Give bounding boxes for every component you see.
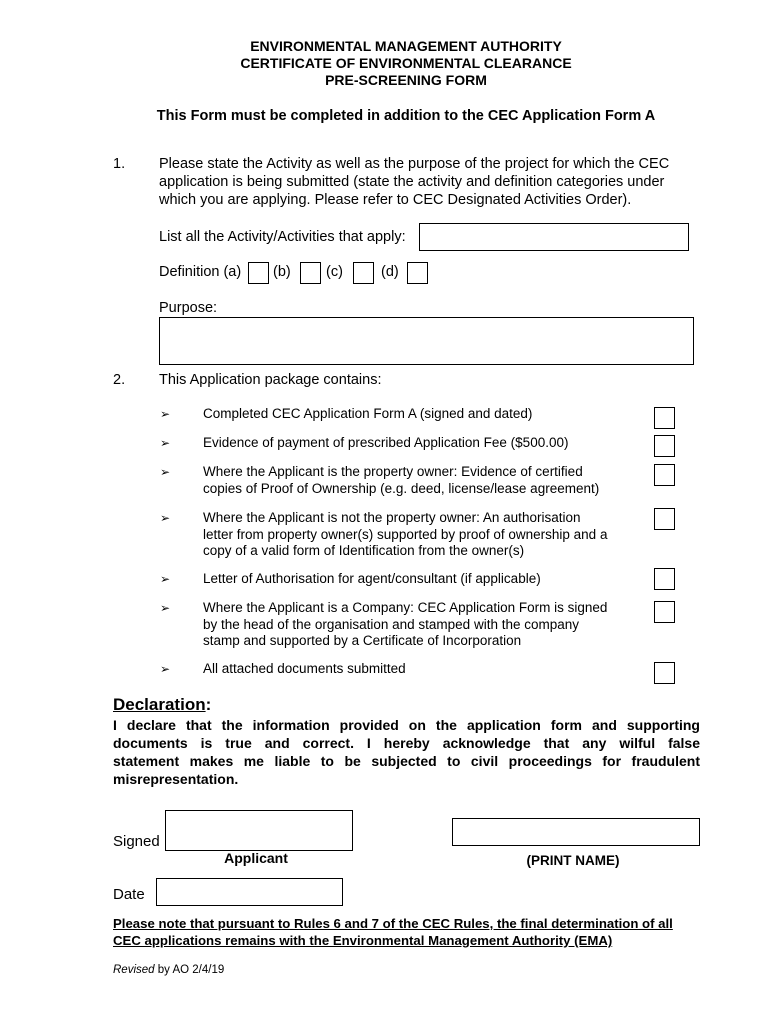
header-title-1: ENVIRONMENTAL MANAGEMENT AUTHORITY: [250, 38, 562, 54]
bullet-icon: ➢: [160, 601, 171, 615]
declaration-line-4: misrepresentation.: [113, 771, 239, 787]
section-1-line-2: application is being submitted (state the activity and definition categories under: [159, 174, 665, 190]
package-item-7-line-1: All attached documents submitted: [203, 661, 406, 676]
package-item-3-line-1: Where the Applicant is the property owner: Evidence of certified: [203, 464, 583, 479]
bullet-icon: ➢: [160, 407, 171, 421]
package-item-6: [203, 600, 623, 650]
package-item-5: [203, 571, 623, 588]
date-input[interactable]: [156, 878, 343, 906]
declaration-text: [113, 716, 700, 788]
section-2-number: 2.: [113, 372, 126, 388]
package-item-4: [203, 510, 623, 560]
bullet-icon: ➢: [160, 511, 171, 525]
declaration-line-2: documents is true and correct. I hereby acknowledge that any wilful false: [113, 735, 700, 751]
definition-d-label: (d): [381, 264, 399, 280]
package-item-1: [203, 406, 623, 423]
revision-note: [113, 963, 224, 977]
signature-input[interactable]: [165, 810, 353, 851]
print-name-input[interactable]: [452, 818, 700, 846]
print-name-label: (PRINT NAME): [526, 853, 620, 868]
section-1-line-1: Please state the Activity as well as the purpose of the project for which the CEC: [159, 156, 670, 172]
section-2-title: This Application package contains:: [159, 372, 382, 388]
definition-c-label: (c): [326, 264, 343, 280]
definition-b-checkbox[interactable]: [300, 262, 321, 284]
package-item-5-line-1: Letter of Authorisation for agent/consultant (if applicable): [203, 571, 541, 586]
activities-label: List all the Activity/Activities that apply:: [159, 229, 406, 245]
header-title-3: PRE-SCREENING FORM: [325, 72, 487, 88]
package-item-7-checkbox[interactable]: [654, 662, 675, 684]
definition-label: Definition (a): [159, 264, 242, 280]
package-item-4-checkbox[interactable]: [654, 508, 675, 530]
purpose-label: Purpose:: [159, 300, 218, 316]
package-item-3-line-2: copies of Proof of Ownership (e.g. deed, license/lease agreement): [203, 480, 600, 496]
declaration-line-3: statement makes me liable to be subjected to civil proceedings for fraudulent: [113, 753, 700, 769]
package-item-2-checkbox[interactable]: [654, 435, 675, 457]
package-item-6-checkbox[interactable]: [654, 601, 675, 623]
package-item-7: [203, 661, 623, 678]
definition-c-checkbox[interactable]: [353, 262, 374, 284]
bullet-icon: ➢: [160, 436, 171, 450]
purpose-input[interactable]: [159, 317, 694, 365]
activities-input[interactable]: [419, 223, 689, 251]
bullet-icon: ➢: [160, 662, 171, 676]
final-determination-note: [113, 915, 673, 949]
package-item-6-line-3: stamp and supported by a Certificate of Incorporation: [203, 633, 522, 648]
applicant-label: Applicant: [224, 850, 288, 866]
final-determination-line-1: Please note that pursuant to Rules 6 and 7 of the CEC Rules, the final determination of all: [113, 916, 673, 931]
bullet-icon: ➢: [160, 572, 171, 586]
definition-b-label: (b): [273, 264, 291, 280]
section-1-number: 1.: [113, 156, 126, 172]
definition-a-checkbox[interactable]: [248, 262, 269, 284]
declaration-heading: [113, 695, 211, 715]
package-item-5-checkbox[interactable]: [654, 568, 675, 590]
date-label: Date: [113, 886, 145, 903]
package-item-6-line-2: by the head of the organisation and stamped with the company: [203, 616, 579, 632]
package-item-2: [203, 435, 623, 452]
package-item-4-line-1: Where the Applicant is not the property owner: An authorisation: [203, 510, 581, 525]
final-determination-line-2: CEC applications remains with the Environmental Management Authority (EMA): [113, 933, 613, 948]
package-item-2-line-1: Evidence of payment of prescribed Application Fee ($500.00): [203, 435, 569, 450]
revised-rest: by AO 2/4/19: [154, 964, 225, 976]
package-item-4-line-3: copy of a valid form of Identification from the owner(s): [203, 543, 525, 558]
package-item-6-line-1: Where the Applicant is a Company: CEC Application Form is signed: [203, 600, 608, 615]
package-item-3: [203, 464, 623, 497]
declaration-colon: :: [205, 695, 212, 714]
bullet-icon: ➢: [160, 465, 171, 479]
definition-d-checkbox[interactable]: [407, 262, 428, 284]
declaration-title: Declaration: [113, 695, 206, 714]
declaration-line-1: I declare that the information provided on the application form and supporting: [113, 717, 700, 733]
package-item-3-checkbox[interactable]: [654, 464, 675, 486]
header-title-2: CERTIFICATE OF ENVIRONMENTAL CLEARANCE: [240, 55, 572, 71]
form-note: This Form must be completed in addition to the CEC Application Form A: [156, 108, 656, 124]
package-item-1-line-1: Completed CEC Application Form A (signed and dated): [203, 406, 533, 421]
package-item-1-checkbox[interactable]: [654, 407, 675, 429]
section-1-line-3: which you are applying. Please refer to CEC Designated Activities Order).: [159, 192, 632, 208]
signed-label: Signed: [113, 833, 160, 850]
revised-italic: Revised: [113, 964, 155, 976]
package-item-4-line-2: letter from property owner(s) supported by proof of ownership and a: [203, 526, 608, 542]
